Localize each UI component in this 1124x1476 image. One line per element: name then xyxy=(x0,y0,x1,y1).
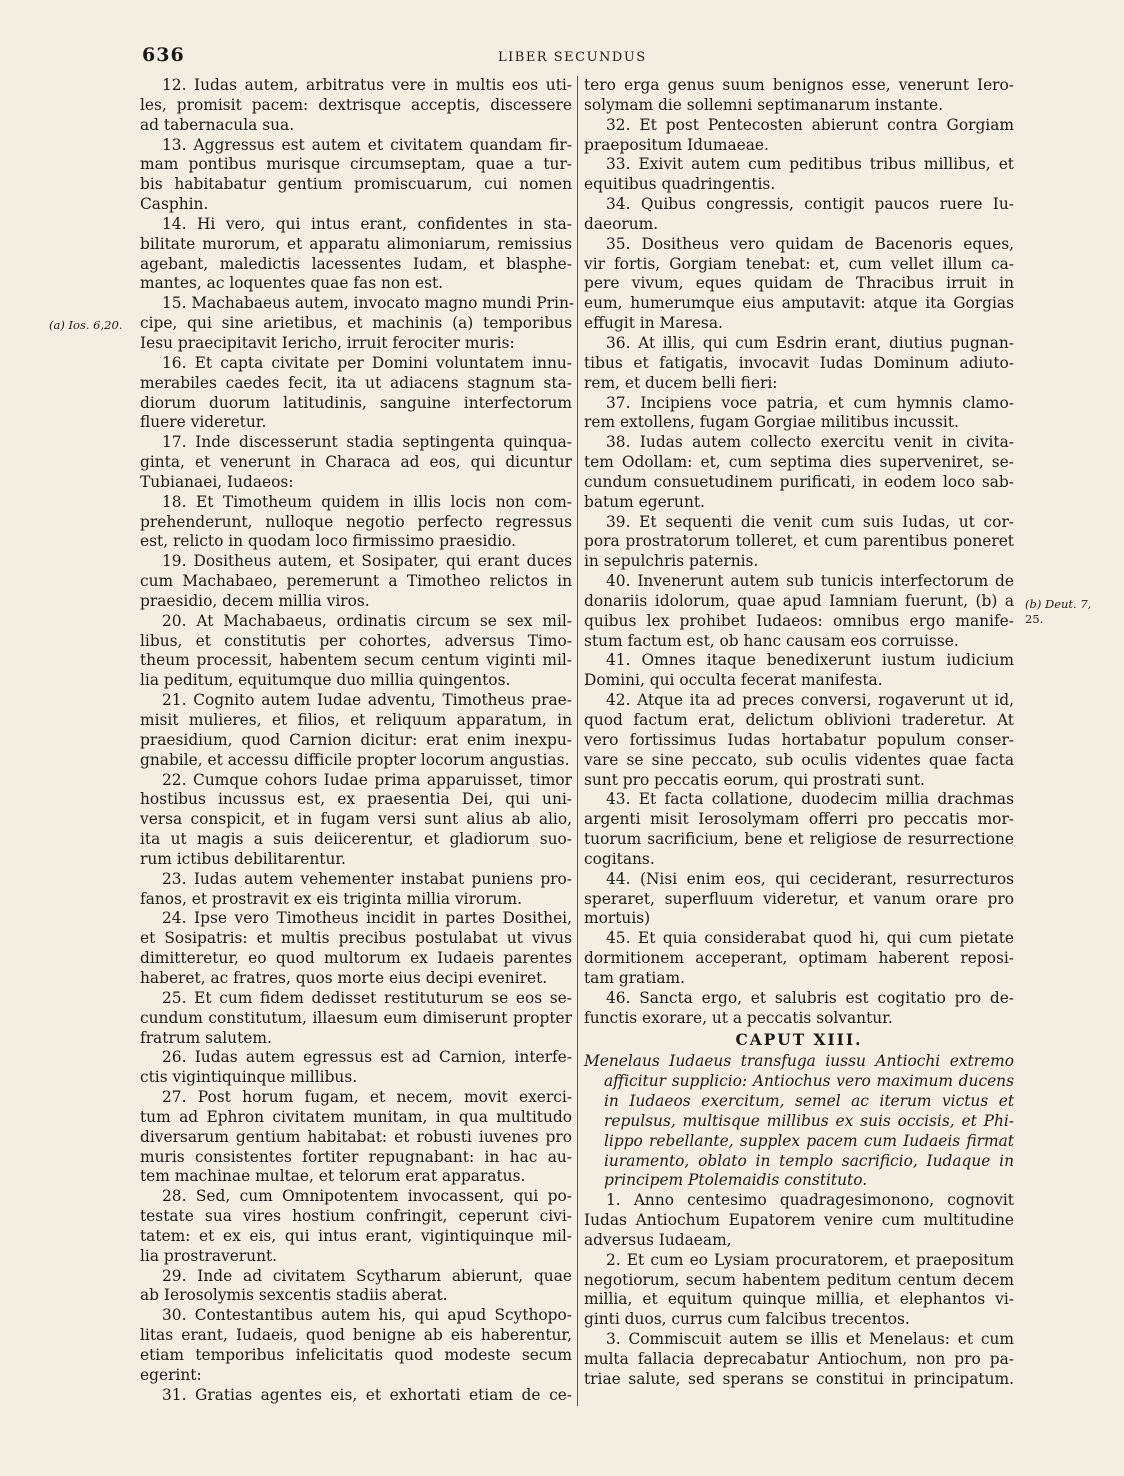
text-line: donariis idolorum, quae apud Iamniam fuerunt, (b) a xyxy=(584,591,1014,610)
text-line: 29. Inde ad civitatem Scytharum abierunt, quae xyxy=(162,1266,572,1285)
text-line: rem extollens, fugam Gorgiae militibus incussit. xyxy=(584,413,959,432)
text-line: vir fortis, Gorgiam tenebat: et, cum vellet illum ca- xyxy=(584,254,1014,273)
text-line: diversarum gentium habitabat: et robusti iuvenes pro xyxy=(140,1127,572,1146)
text-line: 37. Incipiens voce patria, et cum hymnis clamo- xyxy=(606,393,1014,412)
text-line: effugit in Maresa. xyxy=(584,314,723,333)
text-line: praesidium, quod Carnion dicitur: erat enim inexpu- xyxy=(140,730,572,749)
text-line: 41. Omnes itaque benedixerunt iustum iudicium xyxy=(606,651,1014,670)
text-line: 34. Quibus congressis, contigit paucos ruere Iu- xyxy=(606,195,1014,214)
text-line: 14. Hi vero, qui intus erant, confidentes in sta- xyxy=(162,214,572,233)
text-line: haberet, ac fratres, quos morte eius decipi eveniret. xyxy=(140,968,548,987)
text-line: fanos, et prostravit ex eis triginta millia virorum. xyxy=(140,889,522,908)
text-line: misit mulieres, et filios, et reliquum apparatum, in xyxy=(140,711,572,729)
text-line: cum Machabaeo, peremerunt a Timotheo relictos in xyxy=(140,572,572,591)
text-line: Tubianaei, Iudaeos: xyxy=(140,472,294,491)
text-line: Domini, qui occulta fecerat manifesta. xyxy=(584,671,883,690)
text-line: ginta, et venerunt in Characa ad eos, qui dicuntur xyxy=(140,453,572,472)
text-line: tem machinae multae, et telorum erat apparatus. xyxy=(140,1167,526,1186)
text-line: praesidio, decem millia viros. xyxy=(140,591,370,610)
text-line: 15. Machabaeus autem, invocato magno mundi Prin- xyxy=(162,294,575,313)
text-line: solymam die sollemni septimanarum instante. xyxy=(584,95,944,114)
text-line: vero fortissimus Iudas hortabatur populum conser- xyxy=(584,730,1014,749)
text-line: 36. At illis, qui cum Esdrin erant, diutius pugnan- xyxy=(606,333,1014,352)
text-line: dormitionem acceperant, optimam haberent reposi- xyxy=(584,949,1014,968)
text-line: 16. Et capta civitate per Domini voluntatem innu- xyxy=(162,353,572,372)
text-line: functis exorare, ut a peccatis solvantur. xyxy=(584,1008,893,1027)
text-line: 42. Atque ita ad preces conversi, rogaverunt ut id, xyxy=(606,691,1014,710)
text-line: daeorum. xyxy=(584,214,659,233)
text-line: 43. Et facta collatione, duodecim millia drachmas xyxy=(606,790,1014,809)
text-line: tum ad Ephron civitatem munitam, in qua multitudo xyxy=(140,1107,572,1126)
text-line: equitibus quadringentis. xyxy=(584,175,776,194)
text-line: lia peditum, equitumque duo millia quingentos. xyxy=(140,671,511,690)
margin-note-b-cont: 25. xyxy=(1025,612,1044,626)
text-line: 46. Sancta ergo, et salubris est cogitatio pro de- xyxy=(606,988,1014,1007)
text-line: et Sosipatris: et multis precibus postulabat ut vivus xyxy=(140,929,572,948)
text-line: adversus Iudaeam, xyxy=(584,1230,732,1249)
summary-line: afficitur supplicio: Antiochus vero maximum ducens xyxy=(604,1072,1014,1091)
text-line: agebant, maledictis lacessentes Iudam, et blasphe- xyxy=(140,254,572,273)
text-line: est, relicto in quodam loco firmissimo praesidio. xyxy=(140,532,517,551)
text-line: diorum duorum latitudinis, sanguine interfectorum xyxy=(140,393,572,412)
text-line: 28. Sed, cum Omnipotentem invocassent, qui po- xyxy=(162,1187,572,1206)
text-line: gnabile, et accessu difficile propter locorum angustias. xyxy=(140,750,570,769)
summary-line: principem Ptolemaidis constituto. xyxy=(604,1171,868,1190)
text-line: quod factum erat, delictum oblivioni traderetur. At xyxy=(584,711,1014,729)
text-line: triae salute, sed sperans se constitui in principatum. xyxy=(584,1369,1014,1388)
text-line: etiam temporibus infelicitatis quod modeste secum xyxy=(140,1346,572,1364)
text-line: 31. Gratias agentes eis, et exhortati etiam de ce- xyxy=(162,1385,572,1404)
text-line: cundum constitutum, illaesum eum dimiserunt propter xyxy=(140,1008,572,1027)
text-line: hostibus incussus est, ex praesentia Dei, qui uni- xyxy=(140,790,572,809)
text-line: 18. Et Timotheum quidem in illis locis non com- xyxy=(162,492,572,511)
text-line: cogitans. xyxy=(584,849,655,868)
text-line: negotiorum, secum habentem peditum centum decem xyxy=(584,1270,1014,1289)
text-line: 40. Invenerunt autem sub tunicis interfectorum de xyxy=(606,572,1014,591)
text-line: les, promisit pacem: dextrisque acceptis, discessere xyxy=(140,95,572,114)
text-line: lia prostraverunt. xyxy=(140,1246,278,1265)
right-column-verses xyxy=(584,76,1014,1029)
text-line: 17. Inde discesserunt stadia septingenta quinqua- xyxy=(162,433,572,452)
margin-note-b: (b) Deut. 7, xyxy=(1025,597,1092,611)
text-line: 32. Et post Pentecosten abierunt contra Gorgiam xyxy=(606,115,1014,134)
summary-line: Menelaus Iudaeus transfuga iussu Antiochi extremo xyxy=(584,1052,1014,1071)
text-line: 13. Aggressus est autem et civitatem quandam fir- xyxy=(162,135,572,154)
text-line: 22. Cumque cohors Iudae prima apparuisset, timor xyxy=(162,770,572,789)
column-divider xyxy=(577,76,578,1406)
text-line: rum ictibus debilitarentur. xyxy=(140,849,346,868)
text-line: theum processit, habentem secum centum viginti mil- xyxy=(140,651,572,670)
text-line: pere vivum, eques quidam de Thracibus irruit in xyxy=(584,274,1014,293)
text-line: 35. Dositheus vero quidam de Bacenoris eques, xyxy=(606,234,1014,253)
text-line: 44. (Nisi enim eos, qui ceciderant, resurrecturos xyxy=(606,869,1014,888)
text-line: eum, humerumque eius amputavit: atque ita Gorgias xyxy=(584,294,1014,313)
text-line: 30. Contestantibus autem his, qui apud Scythopo- xyxy=(162,1306,572,1325)
text-line: cipe, qui sine arietibus, et machinis (a) temporibus xyxy=(140,314,572,333)
text-line: 20. At Machabaeus, ordinatis circum se sex mil- xyxy=(162,611,572,630)
text-line: vare se sine peccato, sub oculis videntes quae facta xyxy=(584,750,1014,769)
text-line: tuorum sacrificium, bene et religiose de resurrectione xyxy=(584,830,1014,849)
text-line: millia, et equitum quinque millia, et elephantos vi- xyxy=(584,1290,1014,1309)
text-line: rem, et ducem belli fieri: xyxy=(584,373,778,392)
text-line: argenti misit Ierosolymam offerri pro peccatis mor- xyxy=(584,810,1014,829)
text-line: tibus et fatigatis, invocavit Iudas Dominum adiuto- xyxy=(584,353,1014,372)
text-line: libus, et constitutis per cohortes, adversus Timo- xyxy=(140,631,572,650)
text-line: ctis vigintiquinque millibus. xyxy=(140,1068,358,1087)
text-line: ad tabernacula sua. xyxy=(140,115,295,134)
text-line: 3. Commiscuit autem se illis et Menelaus: et cum xyxy=(606,1330,1014,1349)
chapter-heading: CAPUT XIII. xyxy=(735,1030,863,1049)
text-line: litas erant, Iudaeis, quod benigne ab eis haberentur, xyxy=(140,1326,572,1345)
left-column xyxy=(140,76,575,1406)
text-line: 21. Cognito autem Iudae adventu, Timotheus prae- xyxy=(162,691,572,710)
text-line: praepositum Idumaeae. xyxy=(584,135,769,154)
text-line: Iesu praecipitavit Iericho, irruit ferociter muris: xyxy=(140,333,515,352)
text-line: tam gratiam. xyxy=(584,968,686,987)
running-title: LIBER SECUNDUS xyxy=(498,50,647,65)
text-line: 26. Iudas autem egressus est ad Carnion, interfe- xyxy=(162,1048,572,1067)
text-line: 39. Et sequenti die venit cum suis Iudas, ut cor- xyxy=(606,512,1014,531)
text-line: in sepulchris paternis. xyxy=(584,552,759,571)
chapter-verses xyxy=(584,1191,1014,1389)
text-line: Casphin. xyxy=(140,195,209,214)
text-line: multa fallacia deprecabatur Antiochum, non pro pa- xyxy=(584,1350,1014,1368)
text-line: pora prostratorum tolleret, et cum parentibus poneret xyxy=(584,532,1014,551)
text-line: bilitate murorum, et apparatu alimoniarum, remissius xyxy=(140,234,572,253)
text-line: cundum consuetudinem purificati, in eodem loco sab- xyxy=(584,472,1014,491)
text-line: tero erga genus suum benignos esse, venerunt Iero- xyxy=(584,76,1014,94)
text-line: 23. Iudas autem vehementer instabat puniens pro- xyxy=(162,869,572,888)
text-line: tatem: et ex eis, qui intus erant, vigintiquinque mil- xyxy=(140,1226,572,1245)
text-line: 38. Iudas autem collecto exercitu venit in civita- xyxy=(606,433,1014,452)
text-line: dimitteretur, eo quod multorum ex Iudaeis parentes xyxy=(140,949,572,968)
text-line: ginti duos, currus cum falcibus trecentos. xyxy=(584,1310,910,1329)
text-line: mortuis) xyxy=(584,909,651,928)
text-line: 19. Dositheus autem, et Sosipater, qui erant duces xyxy=(162,552,572,571)
text-line: muris consistentes fortiter repugnabant: in hac au- xyxy=(140,1147,572,1166)
text-line: versa conspicit, et in fugam versi sunt alius ab alio, xyxy=(140,810,572,829)
text-line: prehenderunt, nulloque negotio perfecto regressus xyxy=(140,512,572,531)
text-line: 45. Et quia considerabat quod hi, qui cum pietate xyxy=(606,929,1014,948)
text-line: fratrum salutem. xyxy=(140,1028,272,1047)
text-line: fluere videretur. xyxy=(140,413,267,432)
text-line: testate sua vires hostium confringit, ceperunt civi- xyxy=(140,1207,572,1226)
text-line: ab Ierosolymis sexcentis stadiis aberat. xyxy=(140,1286,448,1305)
page-number: 636 xyxy=(142,44,185,66)
summary-line: repulsus, multisque millibus ex suis occisis, et Phi- xyxy=(604,1111,1014,1130)
margin-note-a: (a) Ios. 6,20. xyxy=(49,318,123,332)
text-line: tem Odollam: et, cum septima dies superveniret, se- xyxy=(584,453,1014,472)
text-line: stum factum est, ob hanc causam eos corruisse. xyxy=(584,631,959,650)
text-line: batum egerunt. xyxy=(584,492,705,511)
text-line: 2. Et cum eo Lysiam procuratorem, et praepositum xyxy=(606,1250,1014,1269)
text-line: quibus lex prohibet Iudaeos: omnibus ergo manife- xyxy=(584,611,1014,630)
text-line: 25. Et cum fidem dedisset restituturum se eos se- xyxy=(162,988,572,1007)
text-line: 27. Post horum fugam, et necem, movit exerci- xyxy=(162,1088,572,1107)
text-line: 33. Exivit autem cum peditibus tribus millibus, et xyxy=(606,155,1014,174)
text-line: mantes, ac loquentes quae fas non est. xyxy=(140,274,444,293)
text-line: 1. Anno centesimo quadragesimonono, cognovit xyxy=(606,1191,1014,1210)
text-line: speraret, superfluum videretur, et vanum orare pro xyxy=(584,889,1014,908)
text-line: mam pontibus murisque circumseptam, quae a tur- xyxy=(140,155,572,174)
text-line: Iudas Antiochum Eupatorem venire cum multitudine xyxy=(584,1211,1014,1230)
text-line: merabiles caedes fecit, ita ut adiacens stagnum sta- xyxy=(140,373,572,392)
text-line: bis habitabatur gentium promiscuarum, cui nomen xyxy=(140,175,572,194)
text-line: 24. Ipse vero Timotheus incidit in partes Dosithei, xyxy=(162,909,572,928)
summary-line: lippo rebellante, supplex pacem cum Iudaeis firmat xyxy=(604,1131,1014,1150)
text-line: egerint: xyxy=(140,1365,202,1384)
chapter-summary xyxy=(584,1052,1014,1191)
text-line: sunt pro peccatis eorum, qui prostrati sunt. xyxy=(584,770,925,789)
summary-line: iuramento, oblato in templo sacrificio, Iudaque in xyxy=(604,1151,1014,1170)
right-column xyxy=(584,76,1014,1390)
text-line: 12. Iudas autem, arbitratus vere in multis eos uti- xyxy=(162,76,572,94)
summary-line: in Iudaeos exercitum, semel ac iterum victus et xyxy=(604,1092,1014,1111)
text-line: ita ut magis a suis deiicerentur, et gladiorum suo- xyxy=(140,830,572,849)
